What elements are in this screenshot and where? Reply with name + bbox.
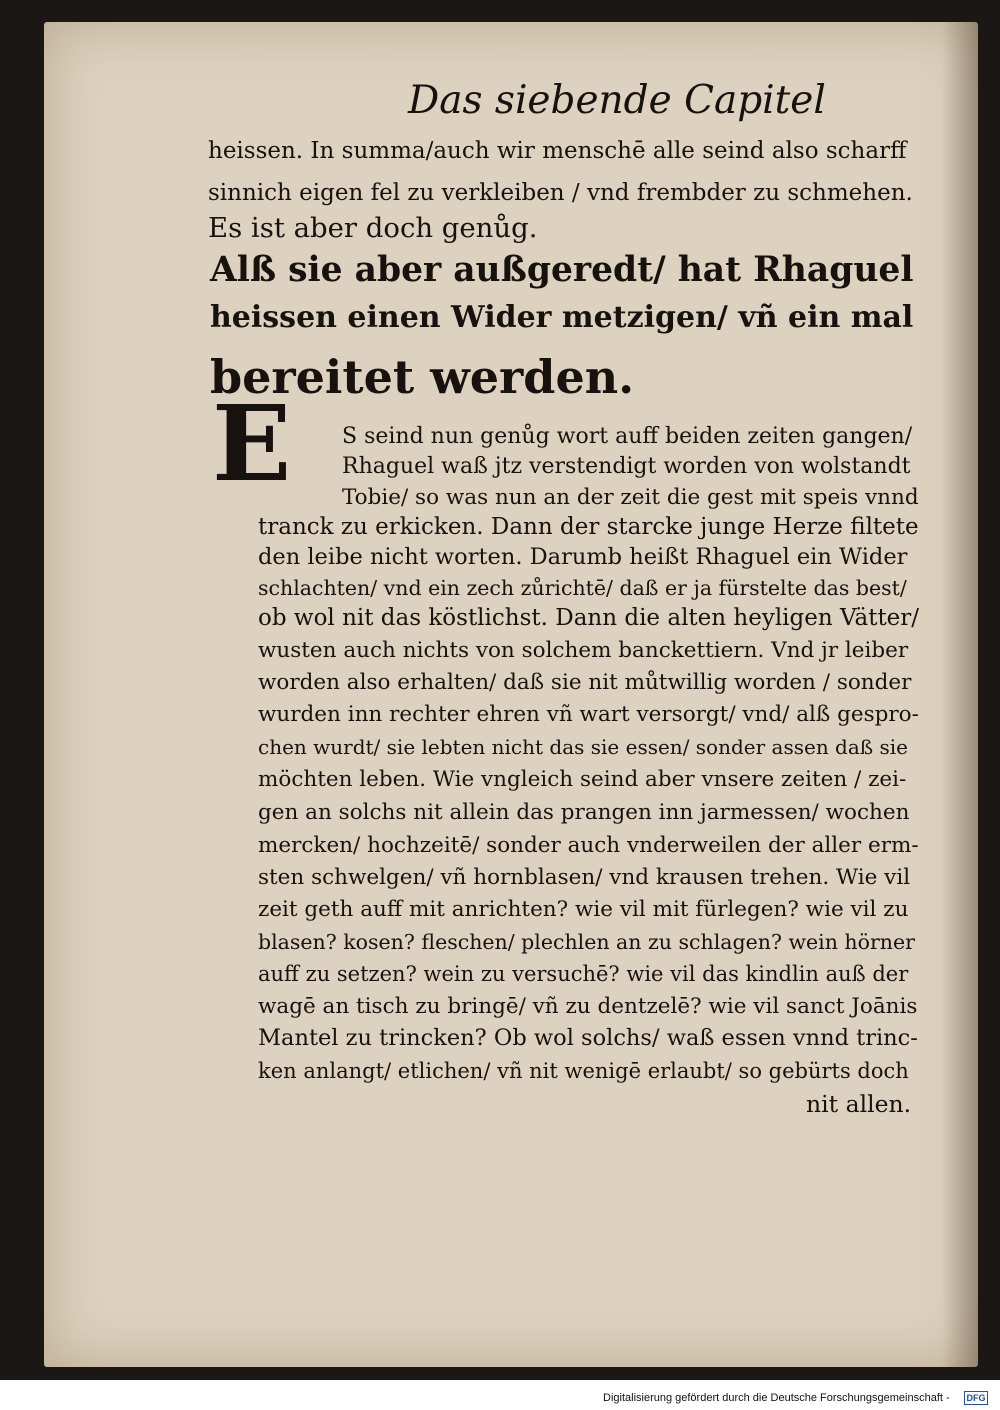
intro-line: heissen. In summa/auch wir menschē alle seind also scharff	[208, 138, 907, 164]
body-line: ken anlangt/ etlichen/ vñ nit wenigē erlaubt/ so gebürts doch	[258, 1059, 909, 1083]
body-line: auff zu setzen? wein zu versuchē? wie vil das kindlin auß der	[258, 962, 909, 986]
body-line: nit allen.	[806, 1090, 912, 1118]
body-line: S seind nun genůg wort auff beiden zeiten gangen/	[342, 424, 913, 449]
running-head: Das siebende Capitel	[408, 78, 826, 123]
body-line: chen wurdt/ sie lebten nicht das sie essen/ sonder assen daß sie	[258, 735, 908, 759]
body-line: tranck zu erkicken. Dann der starcke junge Herze filtete	[258, 514, 919, 540]
dfg-logo-text: DFG	[966, 1393, 986, 1403]
body-line: Mantel zu trincken? Ob wol solchs/ waß essen vnnd trinc-	[258, 1025, 918, 1051]
body-line: wurden inn rechter ehren vñ wart versorgt/ vnd/ alß gespro-	[258, 702, 919, 727]
body-line: blasen? kosen? fleschen/ plechlen an zu schlagen? wein hörner	[258, 930, 915, 954]
body-line: möchten leben. Wie vngleich seind aber vnsere zeiten / zei-	[258, 767, 907, 792]
intro-line: sinnich eigen fel zu verkleiben / vnd frembder zu schmehen.	[208, 180, 913, 206]
body-line: schlachten/ vnd ein zech zůrichtē/ daß er ja fürstelte das best/	[258, 576, 907, 600]
chapter-summary-line: Alß sie aber außgeredt/ hat Rhaguel	[210, 250, 914, 290]
body-line: wusten auch nichts von solchem banckettiern. Vnd jr leiber	[258, 638, 909, 663]
drop-cap-initial: E	[212, 382, 292, 505]
body-line: sten schwelgen/ vñ hornblasen/ vnd krausen trehen. Wie vil	[258, 865, 911, 890]
body-line: den leibe nicht worten. Darumb heißt Rhaguel ein Wider	[258, 544, 908, 570]
body-line: Rhaguel waß jtz verstendigt worden von wolstandt	[342, 454, 911, 479]
body-line: Tobie/ so was nun an der zeit die gest mit speis vnnd	[342, 485, 919, 510]
body-line: zeit geth auff mit anrichten? wie vil mit fürlegen? wie vil zu	[258, 897, 909, 922]
intro-line: Es ist aber doch genůg.	[208, 212, 538, 244]
body-line: wagē an tisch zu bringē/ vñ zu dentzelē? wie vil sanct Joānis	[258, 994, 918, 1019]
body-line: ob wol nit das köstlichst. Dann die alten heyligen Vätter/	[258, 605, 920, 631]
funding-credit: Digitalisierung gefördert durch die Deutsche Forschungsgemeinschaft -	[603, 1392, 950, 1404]
page-gutter-shadow	[942, 22, 978, 1367]
body-line: gen an solchs nit allein das prangen inn jarmessen/ wochen	[258, 800, 910, 825]
body-line: worden also erhalten/ daß sie nit můtwillig worden / sonder	[258, 670, 912, 695]
dfg-logo-icon	[964, 1391, 988, 1405]
chapter-summary-line: bereitet werden.	[210, 350, 635, 404]
body-line: mercken/ hochzeitē/ sonder auch vnderweilen der aller erm-	[258, 833, 919, 858]
chapter-summary-line: heissen einen Wider metzigen/ vñ ein mal	[210, 300, 914, 335]
